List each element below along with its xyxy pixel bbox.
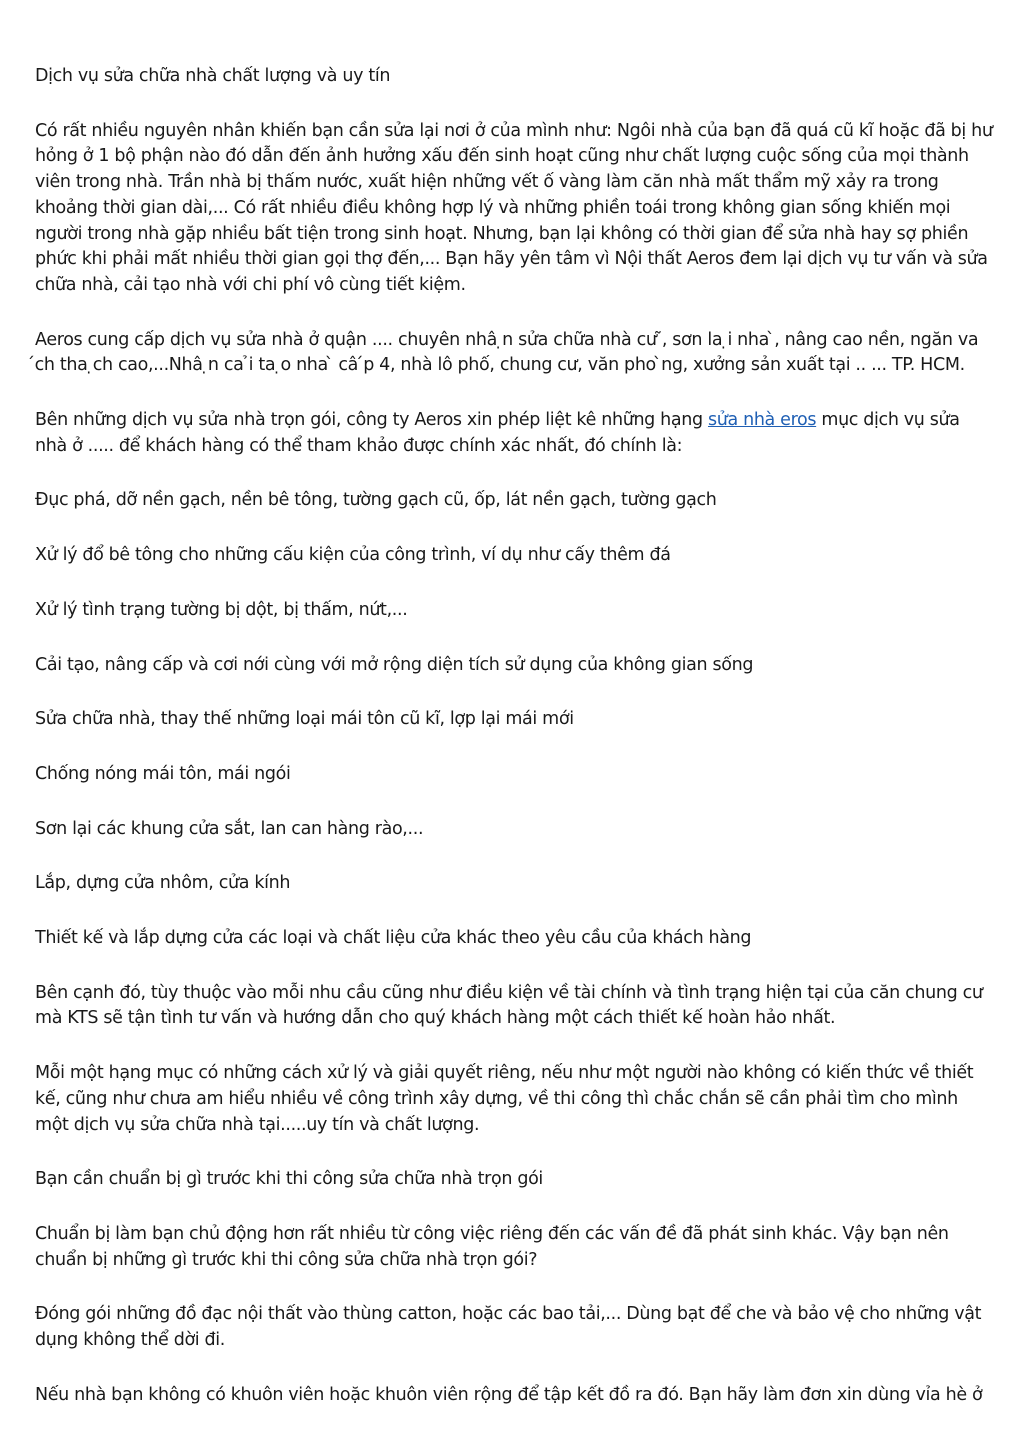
service-item-concrete: Xử lý đổ bê tông cho những cấu kiện của công trình, ví dụ như cấy thêm đá [35,545,671,566]
paragraph-sidewalk: Nếu nhà bạn không có khuôn viên hoặc khuôn viên rộng để tập kết đồ ra đó. Bạn hãy làm đơn xin dùng vỉa hè ở [35,1384,983,1405]
paragraph-text-after-link: mục dịch vụ sửa nhà ở ..... để khách hàng có thể tham khảo được chính xác nhất, đó chính là: [35,410,960,456]
service-item-demolition: Đục phá, dỡ nền gạch, nền bê tông, tường gạch cũ, ốp, lát nền gạch, tường gạch [35,490,717,511]
paragraph-text-before-link: Bên những dịch vụ sửa nhà trọn gói, công ty Aeros xin phép liệt kê những hạng [35,410,708,431]
paragraph-services-overview: Aeros cung cấp dịch vụ sửa nhà ở quận .... chuyên nhâ ̣n sửa chữa nhà cư ̃, sơn la ̣i nha ̀, nâng cao nền, ngăn va ́ch tha ̣ch cao,...Nhâ ̣n ca ̉i ta ̣o nha ̀ câ ́p 4, nhà lô phố, chung cư, văn pho ̀ng, xưởng sản xuất tại .. ... TP. HCM. [35,329,979,376]
paragraph-packing: Đóng gói những đồ đạc nội thất vào thùng catton, hoặc các bao tải,... Dùng bạt để che và bảo vệ cho những vật dụng không thể dời đi. [35,1304,982,1351]
service-item-wall-leak: Xử lý tình trạng tường bị dột, bị thấm, nứt,... [35,599,408,620]
service-item-painting: Sơn lại các khung cửa sắt, lan can hàng rào,... [35,818,424,839]
section-heading-preparation: Bạn cần chuẩn bị gì trước khi thi công sửa chữa nhà trọn gói [35,1169,543,1190]
paragraph-consulting: Bên cạnh đó, tùy thuộc vào mỗi nhu cầu cũng như điều kiện về tài chính và tình trạng hiện tại của căn chung cư mà KTS sẽ tận tình tư vấn và hướng dẫn cho quý khách hàng một cách thiết kế hoàn hảo nhất. [35,982,983,1029]
paragraph-expertise: Mỗi một hạng mục có những cách xử lý và giải quyết riêng, nếu như một người nào không có kiến thức về thiết kế, cũng như chưa am hiểu nhiều về công trình xây dựng, về thi công thì chắc chắn sẽ cần phải tìm cho mình một dịch vụ sửa chữa nhà tại.....uy tín và chất lượng. [35,1063,974,1135]
service-item-roof-replacement: Sửa chữa nhà, thay thế những loại mái tôn cũ kĩ, lợp lại mái mới [35,709,574,730]
paragraph-preparation-intro: Chuẩn bị làm bạn chủ động hơn rất nhiều từ công việc riêng đến các vấn đề đã phát sinh khác. Vậy bạn nên chuẩn bị những gì trước khi thi công sửa chữa nhà trọn gói? [35,1223,949,1270]
document-body [35,64,993,1438]
paragraph-intro: Có rất nhiều nguyên nhân khiến bạn cần sửa lại nơi ở của mình như: Ngôi nhà của bạn đã quá cũ kĩ hoặc đã bị hư hỏng ở 1 bộ phận nào đó dẫn đến ảnh hưởng xấu đến sinh hoạt cũng như chất lượng cuộc sống của mọi thành viên trong nhà. Trần nhà bị thấm nước, xuất hiện những vết ố vàng làm căn nhà mất thẩm mỹ xảy ra trong khoảng thời gian dài,... Có rất nhiều điều không hợp lý và những phiền toái trong không gian sống khiến mọi người trong nhà gặp nhiều bất tiện trong sinh hoạt. Nhưng, bạn lại không có thời gian để sửa nhà hay sợ phiền phức khi phải mất nhiều thời gian gọi thợ đến,... Bạn hãy yên tâm vì Nội thất Aeros đem lại dịch vụ tư vấn và sửa chữa nhà, cải tạo nhà với chi phí vô cùng tiết kiệm. [35,120,993,295]
sua-nha-eros-link[interactable]: sửa nhà eros [707,410,817,431]
service-item-custom-doors: Thiết kế và lắp dựng cửa các loại và chất liệu cửa khác theo yêu cầu của khách hàng [35,928,752,949]
paragraph-services-list-intro [35,408,993,459]
paragraph-title: Dịch vụ sửa chữa nhà chất lượng và uy tín [35,66,391,86]
service-item-roof-insulation: Chống nóng mái tôn, mái ngói [35,763,291,784]
service-item-renovation: Cải tạo, nâng cấp và cơi nới cùng với mở rộng diện tích sử dụng của không gian sống [35,654,754,675]
service-item-doors-install: Lắp, dựng cửa nhôm, cửa kính [35,873,291,894]
